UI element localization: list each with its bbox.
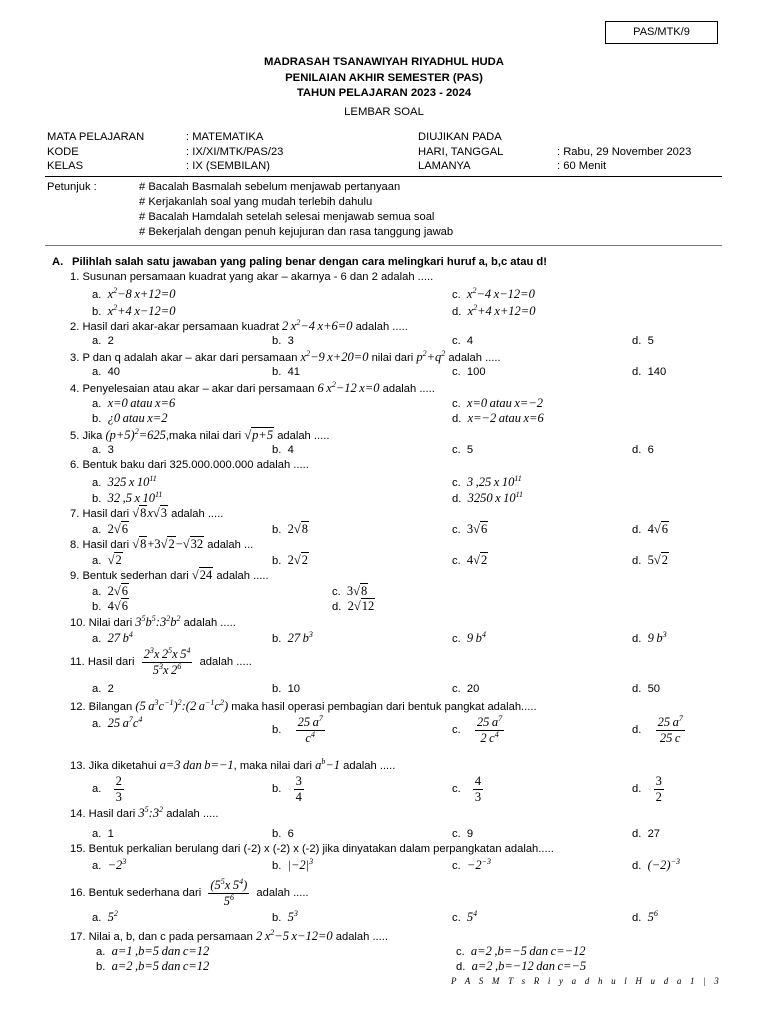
option-5a: a. 3	[92, 444, 114, 456]
option-3a: a. 40	[92, 366, 121, 378]
divider	[45, 176, 722, 177]
option-13b: b. $\frac{3}{4}$	[272, 774, 302, 804]
sheet-title: LEMBAR SOAL	[344, 106, 424, 118]
option-13d: d. $\frac{3}{2}$	[632, 774, 662, 804]
instruction-item: # Bacalah Basmalah sebelum menjawab pertanyaan	[139, 181, 401, 193]
instruction-item: # Bekerjalah dengan penuh kejujuran dan rasa tanggung jawab	[139, 226, 454, 238]
tested-label: DIUJIKAN PADA	[418, 131, 502, 143]
option-10a: a. 27 $b^4$	[92, 630, 133, 645]
option-12a: a. 25 $a^7c^4$	[92, 715, 143, 730]
option-9c: c. 3√8	[332, 584, 368, 598]
option-6b: b. 32 ,5 x $10^{11}$	[92, 490, 163, 505]
option-14a: a. 1	[92, 828, 114, 840]
option-3d: d. 140	[632, 366, 667, 378]
question-11: 11. Hasil dari $\frac{2^3x 2^5x 5^4}{5^3x 2^6}$ adalah .....	[70, 646, 252, 677]
option-10d: d. 9 $b^3$	[632, 630, 667, 645]
question-14: 14. Hasil dari $3^5:3^2$ adalah .....	[70, 805, 219, 820]
duration-label: LAMANYA	[418, 160, 471, 172]
option-2d: d. 5	[632, 335, 654, 347]
option-7a: a. 2√6	[92, 522, 128, 536]
option-17b: b. a=2 ,b=5 dan c=12	[96, 959, 210, 973]
subject-label: MATA PELAJARAN	[47, 131, 145, 143]
option-4b: b. ¿0 atau x=2	[92, 411, 168, 425]
option-2a: a. 2	[92, 335, 114, 347]
option-3c: c. 100	[452, 366, 486, 378]
instructions-label: Petunjuk :	[47, 181, 97, 193]
option-8b: b. 2√2	[272, 553, 308, 567]
question-12: 12. Bilangan (5 $a^3c^{-1})^2:(2$ $a^{-1}c^2$) maka hasil operasi pembagian dari bentuk pangkat adalah.....	[70, 698, 537, 713]
question-16: 16. Bentuk sederhana dari $\frac{(5^5x 5^4)}{5^6}$ adalah .....	[70, 877, 309, 908]
option-6a: a. 325 x $10^{11}$	[92, 474, 157, 489]
document-code: PAS/MTK/9	[605, 21, 718, 44]
question-6: 6. Bentuk baku dari 325.000.000.000 adalah .....	[70, 459, 309, 471]
question-5: 5. Jika $(p+5)^2=625,maka$ nilai dari √p+5 adalah .....	[70, 427, 330, 442]
option-4d: d. x=−2 atau x=6	[452, 411, 544, 425]
option-1a: a. $x^2-8$ x+12=0	[92, 286, 176, 301]
divider	[45, 245, 722, 246]
option-14b: b. 6	[272, 828, 294, 840]
option-4a: a. x=0 atau x=6	[92, 396, 176, 410]
option-4c: c. x=0 atau x=−2	[452, 396, 544, 410]
option-7b: b. 2√8	[272, 522, 308, 536]
option-13c: c. $\frac{4}{3}$	[452, 774, 482, 804]
option-11d: d. 50	[632, 683, 661, 695]
instruction-item: # Kerjakanlah soal yang mudah terlebih dahulu	[139, 196, 373, 208]
question-7: 7. Hasil dari √8x√3 adalah .....	[70, 506, 224, 520]
class-value: : IX (SEMBILAN)	[186, 160, 270, 172]
section-letter: A.	[52, 256, 64, 268]
option-12c: c. $\frac{25 a^7}{2 c^4}$	[452, 714, 503, 745]
option-8c: c. 4√2	[452, 553, 488, 567]
option-11b: b. 10	[272, 683, 301, 695]
option-16b: b. $5^3$	[272, 909, 298, 924]
option-5b: b. 4	[272, 444, 294, 456]
option-10c: c. 9 $b^4$	[452, 630, 486, 645]
option-11c: c. 20	[452, 683, 480, 695]
class-label: KELAS	[47, 160, 84, 172]
option-15b: b. $|-2|^3$	[272, 857, 314, 872]
subject-value: : MATEMATIKA	[186, 131, 264, 143]
question-8: 8. Hasil dari √8+3√2−√32 adalah ...	[70, 537, 254, 551]
option-6d: d. 3250 x $10^{11}$	[452, 490, 524, 505]
option-9a: a. 2√6	[92, 584, 128, 598]
question-3: 3. P dan q adalah akar – akar dari persamaan $x^2-9$ x+20=0 nilai dari $p^2+q^2$ adalah .....	[70, 349, 501, 364]
option-14d: d. 27	[632, 828, 661, 840]
option-15d: d. $(-2)^{-3}$	[632, 857, 680, 872]
exam-title: PENILAIAN AKHIR SEMESTER (PAS)	[285, 72, 483, 84]
code-value: : IX/XI/MTK/PAS/23	[186, 146, 284, 158]
option-8d: d. 5√2	[632, 553, 668, 567]
option-16d: d. $5^6$	[632, 909, 658, 924]
option-1d: d. $x^2+4$ x+12=0	[452, 303, 536, 318]
academic-year: TAHUN PELAJARAN 2023 - 2024	[296, 87, 472, 99]
option-11a: a. 2	[92, 683, 114, 695]
option-2c: c. 4	[452, 335, 474, 347]
option-12d: d. $\frac{25 a^7}{25 c}$	[632, 714, 683, 745]
option-13a: a. $\frac{2}{3}$	[92, 774, 122, 804]
code-label: KODE	[47, 146, 79, 158]
question-10: 10. Nilai dari $3^5b^5:3^2b^2$ adalah .....	[70, 614, 236, 629]
option-17a: a. a=1 ,b=5 dan c=12	[96, 944, 210, 958]
option-17c: c. a=2 ,b=−5 dan c=−12	[456, 944, 586, 958]
section-title: Pilihlah salah satu jawaban yang paling benar dengan cara melingkari huruf a, b,c atau d!	[72, 256, 547, 268]
option-7c: c. 3√6	[452, 522, 488, 536]
school-name: MADRASAH TSANAWIYAH RIYADHUL HUDA	[264, 56, 504, 68]
question-9: 9. Bentuk sederhan dari √24 adalah .....	[70, 568, 269, 582]
option-1b: b. $x^2+4$ x−12=0	[92, 303, 176, 318]
option-9b: b. 4√6	[92, 599, 128, 613]
option-9d: d. 2√12	[332, 599, 375, 613]
option-16c: c. $5^4$	[452, 909, 478, 924]
option-15a: a. $-2^3$	[92, 857, 127, 872]
instruction-item: # Bacalah Hamdalah setelah selesai menjawab semua soal	[139, 211, 435, 223]
page-footer: P A S M T s R i y a d h u l H u d a 1 | 3	[450, 976, 722, 986]
question-15: 15. Bentuk perkalian berulang dari (-2) x (-2) x (-2) jika dinyatakan dalam perpangkatan adalah.....	[70, 843, 554, 855]
option-15c: c. $-2^{-3}$	[452, 857, 492, 872]
question-17: 17. Nilai a, b, dan c pada persamaan 2 $x^2-5$ x−12=0 adalah .....	[70, 928, 388, 943]
option-1c: c. $x^2-4$ x−12=0	[452, 286, 535, 301]
option-12b: b. $\frac{25 a^7}{c^4}$	[272, 714, 323, 745]
question-4: 4. Penyelesaian atau akar – akar dari persamaan 6 $x^2-12$ x=0 adalah .....	[70, 380, 435, 395]
day-label: HARI, TANGGAL	[418, 146, 504, 158]
option-16a: a. $5^2$	[92, 909, 118, 924]
option-7d: d. 4√6	[632, 522, 668, 536]
option-10b: b. 27 $b^3$	[272, 630, 313, 645]
option-6c: c. 3 ,25 x $10^{11}$	[452, 474, 522, 489]
question-1: 1. Susunan persamaan kuadrat yang akar – akarnya - 6 dan 2 adalah .....	[70, 271, 434, 283]
option-8a: a. √2	[92, 553, 122, 567]
option-2b: b. 3	[272, 335, 294, 347]
option-5c: c. 5	[452, 444, 474, 456]
day-value: : Rabu, 29 November 2023	[557, 146, 692, 158]
question-2: 2. Hasil dari akar-akar persamaan kuadrat 2 $x^2-4$ x+6=0 adalah .....	[70, 318, 408, 333]
question-13: 13. Jika diketahui a=3 dan b=−1, maka nilai dari $a^b-1$ adalah .....	[70, 757, 396, 772]
option-3b: b. 41	[272, 366, 301, 378]
duration-value: : 60 Menit	[557, 160, 607, 172]
option-17d: d. a=2 ,b=−12 dan c=−5	[456, 959, 587, 973]
option-5d: d. 6	[632, 444, 654, 456]
option-14c: c. 9	[452, 828, 474, 840]
